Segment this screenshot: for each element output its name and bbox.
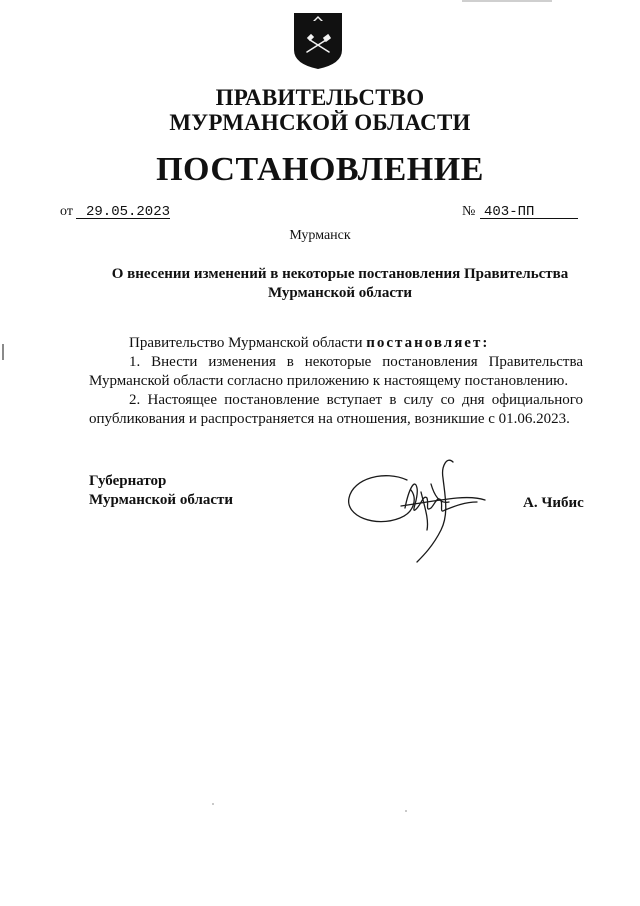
handwritten-signature [345,448,495,568]
date-label: от [60,204,73,219]
scan-artifact [462,0,552,2]
item-2: 2. Настоящее постановление вступает в силу со дня официального опубликования и распространяется на отношения, возникшие с 01.06.2023. [89,392,583,427]
number-label: № [462,204,476,219]
document-type: ПОСТАНОВЛЕНИЕ [156,151,484,188]
coat-of-arms-icon [293,12,343,70]
resolves-word: постановляет [366,335,483,351]
subject-line2: Мурманской области [267,285,413,301]
number-value: 403-ПП [480,203,578,219]
scan-speck [212,803,214,805]
city-name: Мурманск [289,228,351,243]
signatory-title [89,472,233,510]
signatory-title-line1: Губернатор [89,473,167,489]
scan-speck [405,810,407,812]
signatory-title-line2: Мурманской области [89,492,234,508]
subject-line1: О внесении изменений в некоторые постановления Правительства [111,266,569,282]
document-subject [100,265,580,303]
resolves-colon: : [482,335,490,351]
org-name-line2: МУРМАНСКОЙ ОБЛАСТИ [169,110,471,135]
date-value: 29.05.2023 [76,203,170,219]
signatory-name: А. Чибис [523,495,584,511]
document-body [89,334,583,429]
preamble-text: Правительство Мурманской области [129,335,363,351]
scan-artifact [2,344,4,360]
preamble-paragraph [89,334,583,353]
org-name-line1: ПРАВИТЕЛЬСТВО [215,85,425,110]
item-1: 1. Внести изменения в некоторые постановления Правительства Мурманской области согласно приложению к настоящему постановлению. [89,354,583,389]
